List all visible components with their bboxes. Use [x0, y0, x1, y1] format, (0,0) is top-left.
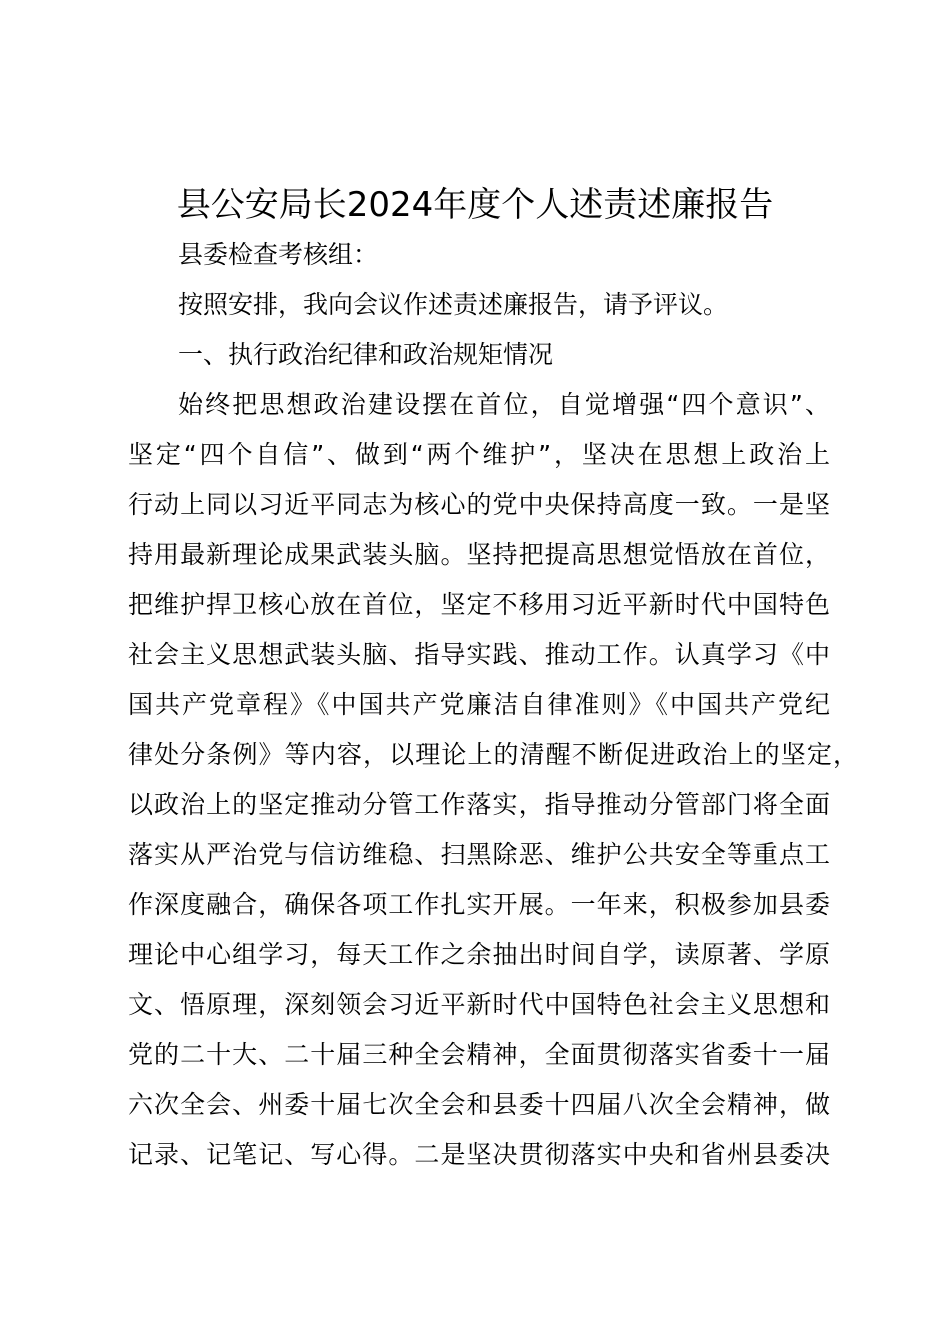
body-line: 落实从严治党与信访维稳、扫黑除恶、维护公共安全等重点工 [128, 840, 830, 869]
intro-paragraph: 按照安排，我向会议作述责述廉报告，请予评议。 [178, 290, 729, 319]
body-line: 律处分条例》等内容，以理论上的清醒不断促进政治上的坚定， [128, 740, 858, 769]
body-line: 坚定“四个自信”、做到“两个维护”，坚决在思想上政治上 [128, 440, 830, 469]
body-line: 以政治上的坚定推动分管工作落实，指导推动分管部门将全面 [128, 790, 830, 819]
body-line: 理论中心组学习，每天工作之余抽出时间自学，读原著、学原 [128, 940, 830, 969]
section-heading: 一、执行政治纪律和政治规矩情况 [178, 340, 554, 369]
body-line: 持用最新理论成果武装头脑。坚持把提高思想觉悟放在首位， [128, 540, 830, 569]
body-line: 社会主义思想武装头脑、指导实践、推动工作。认真学习《中 [128, 640, 830, 669]
body-paragraph [128, 388, 858, 1188]
document-title: 县公安局长2024年度个人述责述廉报告 [176, 185, 774, 225]
body-line: 六次全会、州委十届七次全会和县委十四届八次全会精神，做 [128, 1090, 830, 1119]
body-line: 记录、记笔记、写心得。二是坚决贯彻落实中央和省州县委决 [128, 1140, 830, 1169]
body-line: 行动上同以习近平同志为核心的党中央保持高度一致。一是坚 [128, 490, 830, 519]
body-line: 始终把思想政治建设摆在首位，自觉增强“四个意识”、 [178, 390, 830, 419]
body-line: 作深度融合，确保各项工作扎实开展。一年来，积极参加县委 [128, 890, 830, 919]
body-line: 文、悟原理，深刻领会习近平新时代中国特色社会主义思想和 [128, 990, 830, 1019]
body-line: 国共产党章程》《中国共产党廉洁自律准则》《中国共产党纪 [128, 690, 830, 719]
body-line: 党的二十大、二十届三种全会精神，全面贯彻落实省委十一届 [128, 1040, 830, 1069]
salutation: 县委检查考核组： [178, 240, 379, 269]
body-line: 把维护捍卫核心放在首位，坚定不移用习近平新时代中国特色 [128, 590, 830, 619]
